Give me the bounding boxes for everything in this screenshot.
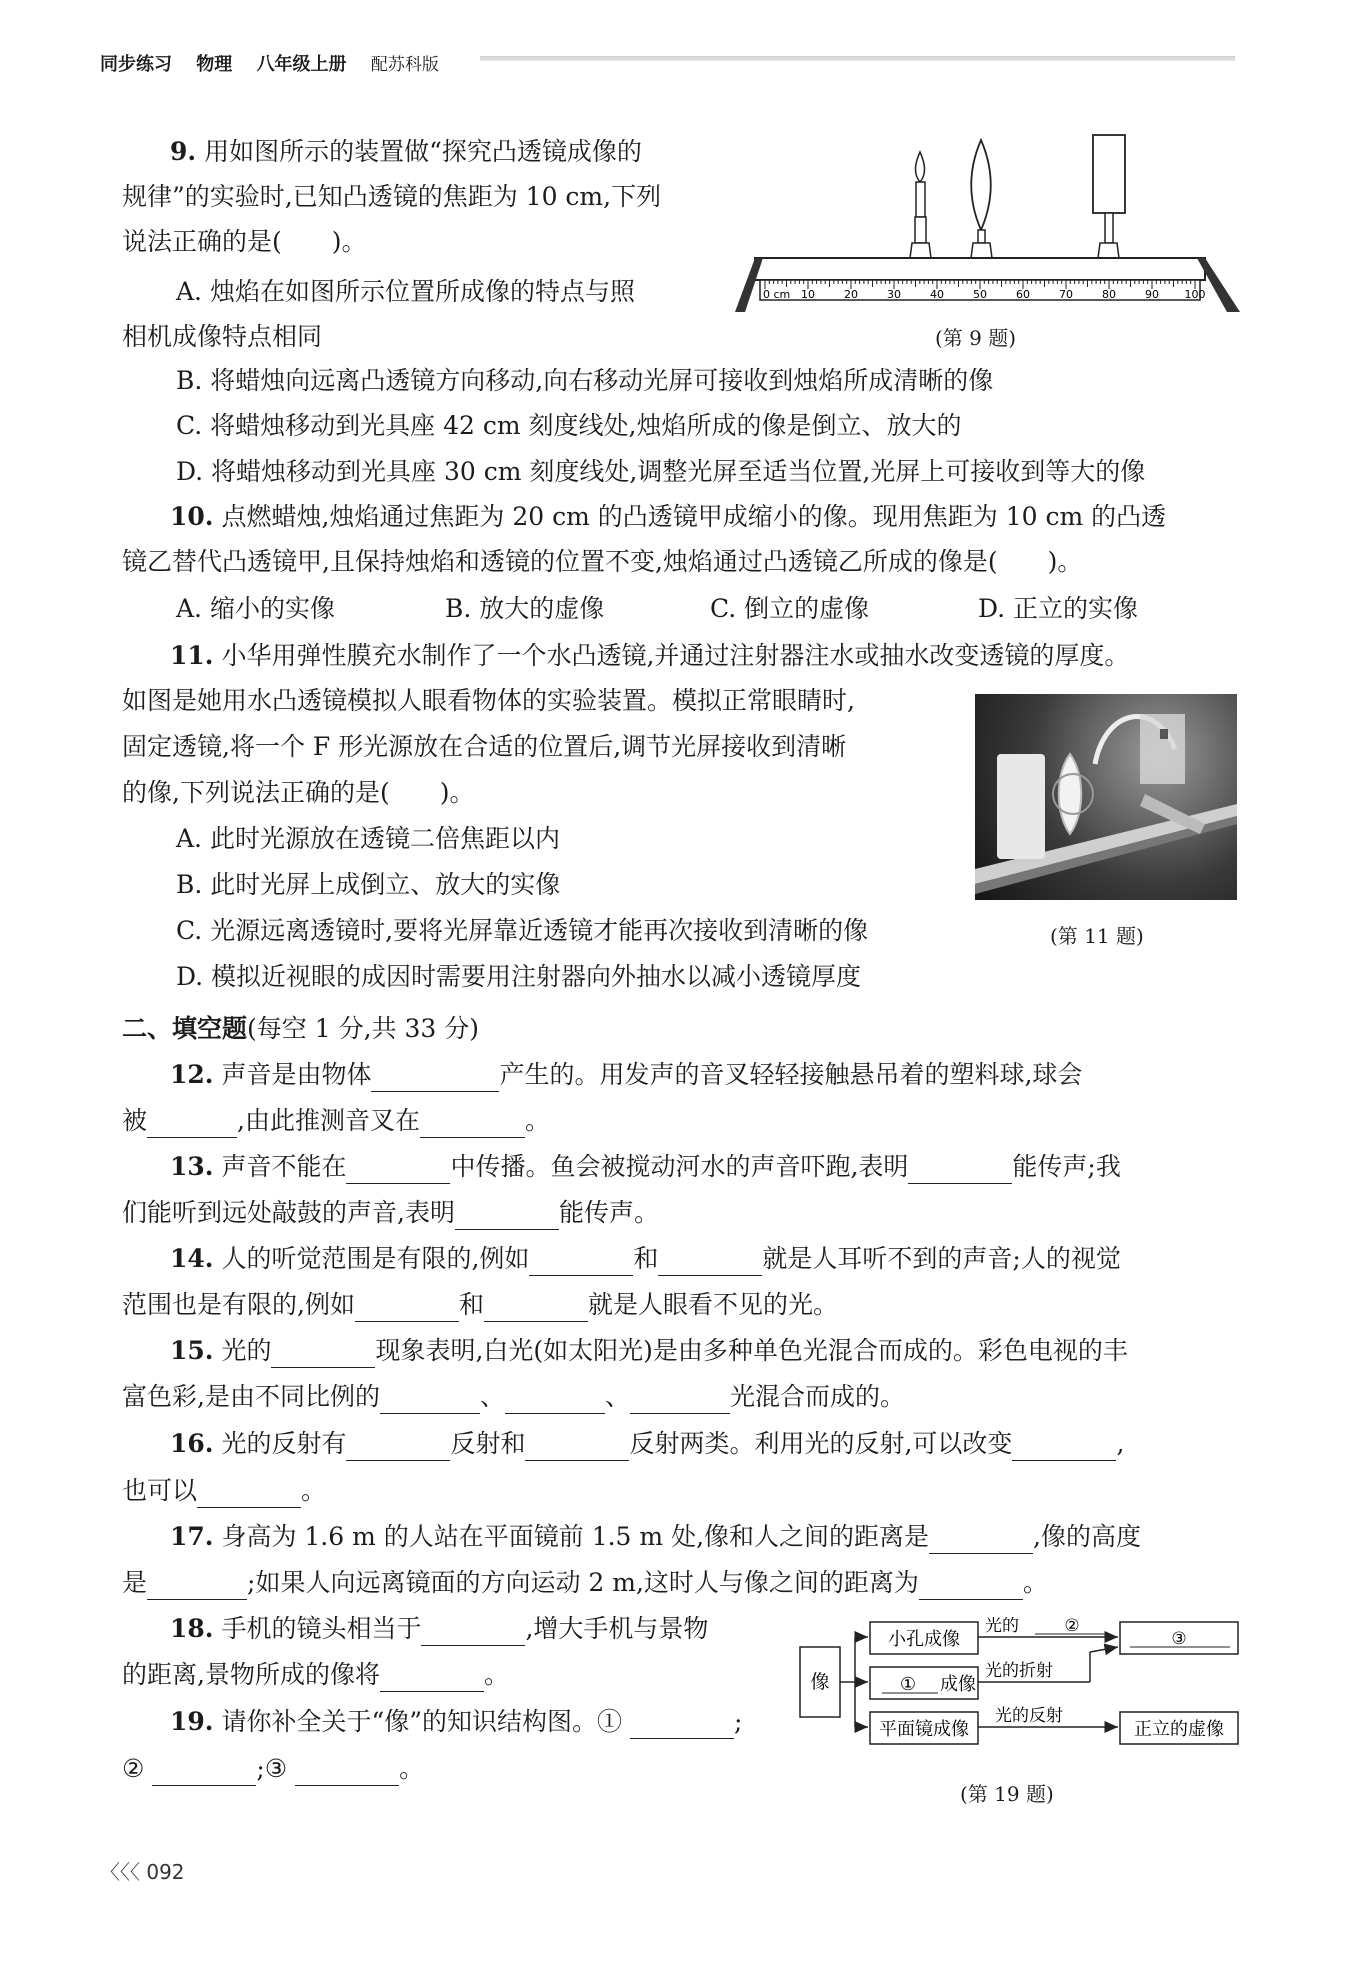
q14-line-2: 范围也是有限的,例如 和 就是人眼看不见的光。 [122,1288,838,1322]
q9-option-d: D. 将蜡烛移动到光具座 30 cm 刻度线处,调整光屏至适当位置,光屏上可接收到等大的像 [176,457,1146,486]
bench-tick-label: 100 [1184,288,1206,301]
q10-line-2: 镜乙替代凸透镜甲,且保持烛焰和透镜的位置不变,烛焰通过凸透镜乙所成的像是( )。 [122,547,1083,576]
diagram-box-pinhole-label: 小孔成像 [888,1629,960,1650]
q19-blank-3[interactable] [295,1757,399,1786]
light-screen [1093,135,1125,213]
q14-line-1: 14. 人的听觉范围是有限的,例如 和 就是人耳听不到的声音;人的视觉 [170,1242,1121,1276]
q13-line-1: 13. 声音不能在 中传播。鱼会被搅动河水的声音吓跑,表明 能传声;我 [170,1150,1121,1184]
q11-line-1: 11. 小华用弹性膜充水制作了一个水凸透镜,并通过注射器注水或抽水改变透镜的厚度。 [170,641,1130,670]
q9-option-b: B. 将蜡烛向远离凸透镜方向移动,向右移动光屏可接收到烛焰所成清晰的像 [176,366,994,395]
diagram-box-mirror-label: 平面镜成像 [879,1719,969,1740]
diagram-arrow-1-label: 光的 [985,1617,1019,1636]
water-lens-photo-drawing [975,694,1237,900]
footer-arrows-icon: 〈〈〈 [100,1860,140,1884]
q14-blank-4[interactable] [484,1293,588,1322]
bench-tick-label: 20 [844,288,858,301]
bench-tick-label: 70 [1059,288,1073,301]
q16-line-1: 16. 光的反射有 反射和 反射两类。利用光的反射,可以改变 , [170,1427,1124,1461]
q11-option-c: C. 光源远离透镜时,要将光屏靠近透镜才能再次接收到清晰的像 [176,916,869,945]
q19-line-2: ② ;③ 。 [122,1752,424,1786]
diagram-arrow-2-label: 光的折射 [985,1661,1053,1681]
q10-option-b: B. 放大的虚像 [445,594,605,623]
diagram-root-label: 像 [810,1671,830,1693]
bench-tick-label: 30 [887,288,901,301]
q9-caption: (第 9 题) [935,326,1017,350]
convex-lens [971,140,991,230]
diagram-arrow-1-blank: ② [1064,1617,1080,1636]
q10-option-a: A. 缩小的实像 [176,594,335,623]
q11-line-4: 的像,下列说法正确的是( )。 [122,778,475,807]
q19-line-1: 19. 请你补全关于“像”的知识结构图。① ; [170,1705,742,1739]
q17-blank-2[interactable] [147,1571,247,1600]
diagram-box-blank-suffix: 成像 [940,1674,976,1695]
q17-blank-3[interactable] [919,1571,1023,1600]
q12-blank-1[interactable] [371,1063,499,1092]
page-footer [100,1856,185,1885]
q11-line-3: 固定透镜,将一个 F 形光源放在合适的位置后,调节光屏接收到清晰 [122,732,847,761]
bench-leg-left [735,258,763,312]
q12-blank-2[interactable] [147,1109,237,1138]
q13-blank-3[interactable] [455,1201,559,1230]
q18-line-1: 18. 手机的镜头相当于 ,增大手机与景物 [170,1612,708,1646]
q11-option-a: A. 此时光源放在透镜二倍焦距以内 [176,824,560,853]
q12-blank-3[interactable] [420,1109,525,1138]
q16-blank-1[interactable] [346,1432,450,1461]
q14-blank-1[interactable] [529,1247,633,1276]
q11-line-2: 如图是她用水凸透镜模拟人眼看物体的实验装置。模拟正常眼睛时, [122,686,855,715]
image-knowledge-diagram [790,1617,1250,1752]
bench-tick-label: 10 [801,288,815,301]
bench-rail [755,258,1205,280]
diagram-arrow-3-label: 光的反射 [995,1706,1063,1726]
q14-blank-3[interactable] [355,1293,459,1322]
bench-tick-label: 0 cm [763,288,791,301]
q13-blank-1[interactable] [346,1155,450,1184]
page-header [100,50,1235,80]
header-rule [480,56,1235,61]
q9-option-a-cont: 相机成像特点相同 [122,322,323,351]
q12-line-1: 12. 声音是由物体 产生的。用发声的音叉轻轻接触悬吊着的塑料球,球会 [170,1058,1082,1092]
q19-blank-1[interactable] [630,1710,734,1739]
diagram-box-blank-number: ① [899,1674,917,1695]
edition-title: 配苏科版 [370,55,439,75]
bench-tick-label: 40 [930,288,944,301]
q11-option-d: D. 模拟近视眼的成因时需要用注射器向外抽水以减小透镜厚度 [176,962,862,991]
bench-tick-label: 60 [1016,288,1030,301]
q15-line-2: 富色彩,是由不同比例的 、 、 光混合而成的。 [122,1380,905,1414]
bench-tick-label: 50 [973,288,987,301]
q14-blank-2[interactable] [658,1247,762,1276]
bench-tick-label: 80 [1102,288,1116,301]
q16-line-2: 也可以 。 [122,1474,326,1508]
q15-blank-4[interactable] [630,1385,730,1414]
q11-option-b: B. 此时光屏上成倒立、放大的实像 [176,870,561,899]
q17-line-1: 17. 身高为 1.6 m 的人站在平面镜前 1.5 m 处,像和人之间的距离是 ,像的高度 [170,1520,1141,1554]
q12-line-2: 被 ,由此推测音叉在 。 [122,1104,550,1138]
q19-blank-2[interactable] [152,1757,256,1786]
q18-line-2: 的距离,景物所成的像将 。 [122,1658,509,1692]
q15-blank-1[interactable] [271,1339,375,1368]
q15-blank-3[interactable] [505,1385,605,1414]
q9-option-c: C. 将蜡烛移动到光具座 42 cm 刻度线处,烛焰所成的像是倒立、放大的 [176,411,962,440]
q13-line-2: 们能听到远处敲鼓的声音,表明 能传声。 [122,1196,659,1230]
q17-blank-1[interactable] [929,1525,1033,1554]
q10-option-d: D. 正立的实像 [978,594,1139,623]
candle-flame [916,152,925,182]
section-2-heading [122,1012,479,1046]
q18-blank-1[interactable] [421,1617,525,1646]
q15-blank-2[interactable] [380,1385,480,1414]
q18-blank-2[interactable] [380,1663,484,1692]
q10-line-1: 10. 点燃蜡烛,烛焰通过焦距为 20 cm 的凸透镜甲成缩小的像。现用焦距为 10 cm 的凸透 [170,502,1167,531]
section-2-note: (每空 1 分,共 33 分) [247,1014,479,1043]
series-title: 同步练习 [100,54,172,75]
q9-line-2: 规律”的实验时,已知凸透镜的焦距为 10 cm,下列 [122,182,662,211]
q9-line-3: 说法正确的是( )。 [122,227,367,256]
q13-blank-2[interactable] [908,1155,1012,1184]
page-number: 092 [146,1860,185,1884]
q15-line-1: 15. 光的 现象表明,白光(如太阳光)是由多种单色光混合而成的。彩色电视的丰 [170,1334,1128,1368]
q10-option-c: C. 倒立的虚像 [710,594,870,623]
q19-caption: (第 19 题) [960,1782,1054,1806]
diagram-output-blank-number: ③ [1171,1629,1187,1649]
q9-line-1: 9. 用如图所示的装置做“探究凸透镜成像的 [170,137,642,166]
q9-option-a: A. 烛焰在如图所示位置所成像的特点与照 [176,277,635,306]
q16-blank-2[interactable] [525,1432,629,1461]
bench-leg-right [1197,258,1240,312]
subject-title: 物理 [196,54,233,75]
q16-blank-4[interactable] [197,1479,301,1508]
grade-title: 八年级上册 [256,54,347,75]
section-2-title: 二、填空题 [122,1014,248,1043]
water-lens-photo [975,694,1237,900]
q16-blank-3[interactable] [1012,1432,1116,1461]
q11-caption: (第 11 题) [1050,924,1144,948]
candle [916,182,925,217]
q17-line-2: 是 ;如果人向远离镜面的方向运动 2 m,这时人与像之间的距离为 。 [122,1566,1048,1600]
optical-bench-figure [735,130,1240,325]
diagram-output-virtual-label: 正立的虚像 [1134,1719,1224,1740]
bench-tick-label: 90 [1145,288,1159,301]
